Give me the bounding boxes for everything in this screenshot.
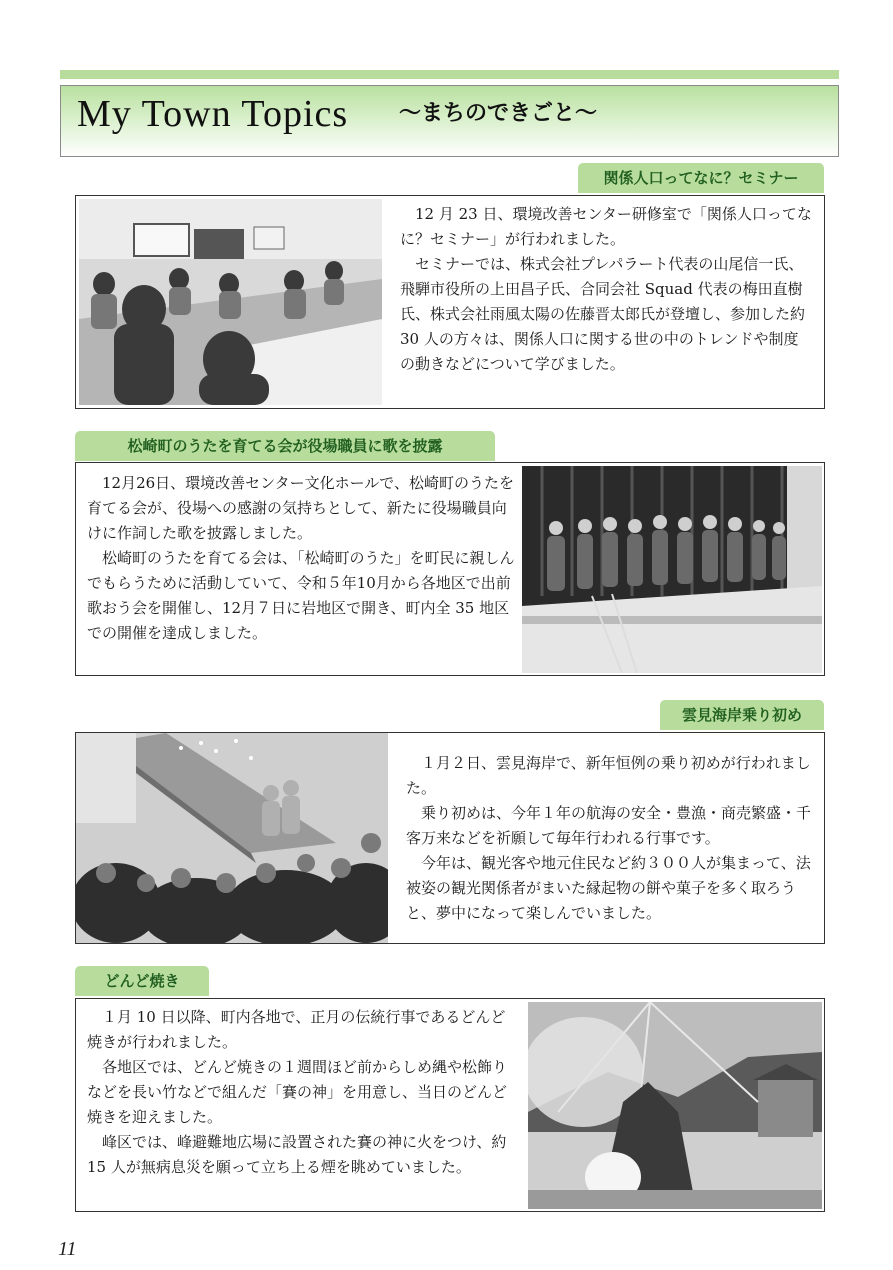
paragraph: 峰区では、峰避難地広場に設置された賽の神に火をつけ、約 15 人が無病息災を願って立ち上る煙を眺めていました。 — [87, 1133, 507, 1176]
header-title-jp: ～まちのできごと～ — [399, 101, 598, 126]
paragraph: 12 月 23 日、環境改善センター研修室で「関係人口ってなに？セミナー」が行われました。 — [400, 205, 812, 248]
dondo-photo — [528, 1002, 822, 1209]
top-accent-bar — [60, 70, 839, 79]
dondo-article — [87, 1005, 511, 1180]
section-box-seminar — [75, 195, 825, 409]
seminar-photo — [79, 199, 382, 405]
song-photo — [522, 466, 822, 673]
section-tag-song: 松崎町のうたを育てる会が役場職員に歌を披露 — [75, 431, 495, 461]
paragraph: セミナーでは、株式会社プレパラート代表の山尾信一氏、飛騨市役所の上田昌子氏、合同会社 Squad 代表の梅田直樹氏、株式会社雨風太陽の佐藤晋太郎氏が登壇し、参加した約 30 人の方々は、関係人口に関する世の中のトレンドや制度の動きなどについて学びました。 — [400, 255, 806, 373]
paragraph: １月 10 日以降、町内各地で、正月の伝統行事であるどんど焼きが行われました。 — [87, 1008, 506, 1051]
paragraph: 今年は、観光客や地元住民など約３００人が集まって、法被姿の観光関係者がまいた縁起物の餅や菓子を多く取ろうと、夢中になって楽しんでいました。 — [406, 854, 811, 922]
section-box-dondo — [75, 998, 825, 1212]
section-tag-norizome: 雲見海岸乗り初め — [660, 700, 824, 730]
paragraph: 12月26日、環境改善センター文化ホールで、松崎町のうたを育てる会が、役場への感謝の気持ちとして、新たに役場職員向けに作詞した歌を披露しました。 — [87, 474, 514, 542]
section-tag-dondo: どんど焼き — [75, 966, 209, 996]
norizome-photo — [76, 733, 388, 943]
norizome-article — [406, 751, 818, 926]
header-title-en: My Town Topics — [77, 93, 349, 135]
section-tag-seminar: 関係人口ってなに？セミナー — [578, 163, 824, 193]
paragraph: 松崎町のうたを育てる会は、「松崎町のうた」を町民に親しんでもらうために活動していて、令和５年10月から各地区で出前歌おう会を開催し、12月７日に岩地区で開き、町内全 35 地区での開催を達成しました。 — [87, 549, 515, 642]
page-number: 11 — [58, 1238, 77, 1260]
page-header — [60, 85, 839, 157]
seminar-article — [400, 202, 812, 377]
paragraph: 各地区では、どんど焼きの１週間ほど前からしめ縄や松飾りなどを長い竹などで組んだ「賽の神」を用意し、当日のどんど焼きを迎えました。 — [87, 1058, 508, 1126]
section-box-norizome — [75, 732, 825, 944]
paragraph: １月２日、雲見海岸で、新年恒例の乗り初めが行われました。 — [406, 754, 811, 797]
song-article — [87, 471, 515, 646]
paragraph: 乗り初めは、今年１年の航海の安全・豊漁・商売繁盛・千客万来などを祈願して毎年行われる行事です。 — [406, 804, 812, 847]
section-box-song — [75, 462, 825, 676]
